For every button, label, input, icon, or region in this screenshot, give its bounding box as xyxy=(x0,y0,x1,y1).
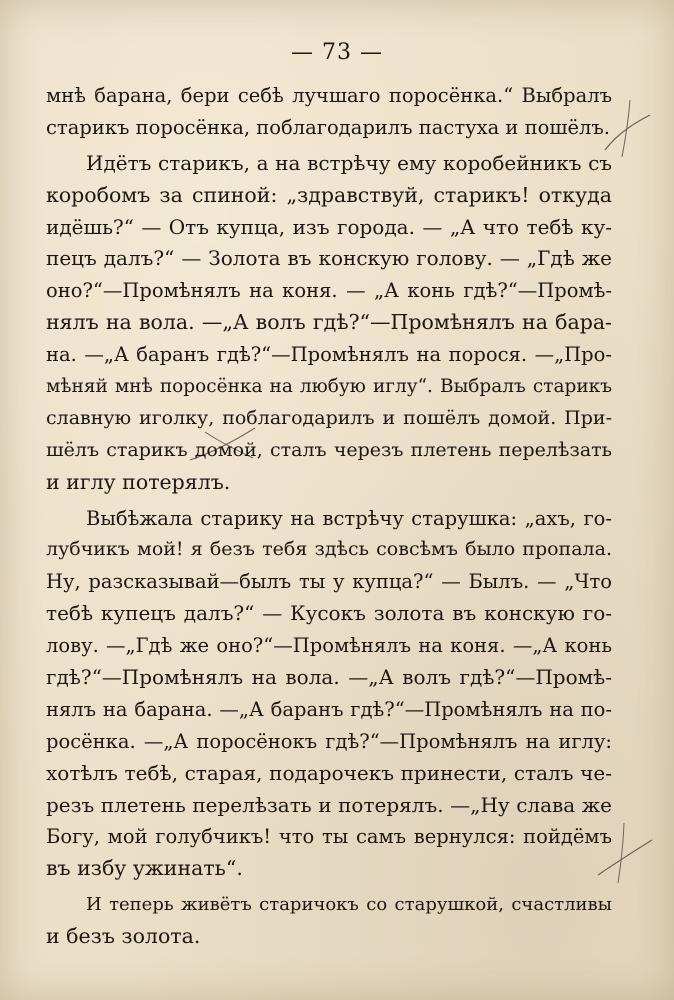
text-line: тебѣ купецъ далъ?“ — Кусокъ золота въ конскую го- xyxy=(46,601,612,626)
text-line: оно?“—Промѣнялъ на коня. — „А конь гдѣ?“—Промѣ- xyxy=(46,279,612,303)
text-line: коробомъ за спиной: „здравствуй, старикъ! откуда xyxy=(46,182,612,207)
text-line: пецъ далъ?“ — Золота въ конскую голову. — „Гдѣ же xyxy=(46,246,612,271)
text-line: лову. —„Гдѣ же оно?“—Промѣнялъ на коня. —„А конь xyxy=(46,634,612,658)
text-line: хотѣлъ тебѣ, старая, подарочекъ принести, сталъ че- xyxy=(46,760,612,785)
text-line: лубчикъ мой! я безъ тебя здѣсь совсѣмъ было пропала. xyxy=(46,538,612,561)
text-line: идёшь?“ — Отъ купца, изъ города. — „А что тебѣ ку- xyxy=(46,214,612,239)
body-text xyxy=(46,80,612,953)
text-line: и безъ золота. xyxy=(46,924,201,949)
text-line: мнѣ барана, бери себѣ лучшаго поросёнка.“ Выбралъ xyxy=(46,84,612,107)
text-line: Выбѣжала старику на встрѣчу старушка: „ахъ, го- xyxy=(86,506,612,530)
text-line: старикъ поросёнка, поблагодарилъ пастуха и пошёлъ. xyxy=(46,115,611,139)
text-line: мѣняй мнѣ поросёнка на любую иглу“. Выбралъ старикъ xyxy=(46,376,612,398)
text-line: Богу, мой голубчикъ! что ты самъ вернулся: пойдёмъ xyxy=(46,825,612,849)
text-line: шёлъ старикъ домой, сталъ черезъ плетень перелѣзать xyxy=(46,438,612,461)
text-line: гдѣ?“—Промѣнялъ на вола. —„А волъ гдѣ?“—Промѣ- xyxy=(46,665,612,690)
text-line: въ избу ужинать“. xyxy=(46,856,243,881)
text-line: резъ плетень перелѣзать и потерялъ. —„Ну слава же xyxy=(46,792,612,817)
paragraph-1 xyxy=(46,80,612,144)
text-line: нялъ на вола. —„А волъ гдѣ?“—Промѣнялъ на бара- xyxy=(46,310,612,335)
paragraph-4 xyxy=(46,889,612,953)
text-line: и иглу потерялъ. xyxy=(46,469,231,494)
paragraph-2 xyxy=(46,148,612,499)
text-line: Ну, разсказывай—былъ ты у купца?“ — Былъ. — „Что xyxy=(46,570,612,594)
page-number: — 73 — xyxy=(291,40,383,65)
text-line: славную иголку, поблагодарилъ и пошёлъ домой. При- xyxy=(46,406,612,429)
text-line: Идётъ старикъ, а на встрѣчу ему коробейникъ съ xyxy=(86,150,612,175)
text-line: на. —„А баранъ гдѣ?“—Промѣнялъ на порося. —„Про- xyxy=(46,343,612,367)
text-line: нялъ на барана. —„А баранъ гдѣ?“—Промѣнялъ на по- xyxy=(46,697,612,721)
text-line: И теперь живётъ старичокъ со старушкой, счастливы xyxy=(86,894,612,916)
text-line: росёнка. —„А поросёнокъ гдѣ?“—Промѣнялъ на иглу: xyxy=(46,729,612,753)
paragraph-3 xyxy=(46,503,612,886)
